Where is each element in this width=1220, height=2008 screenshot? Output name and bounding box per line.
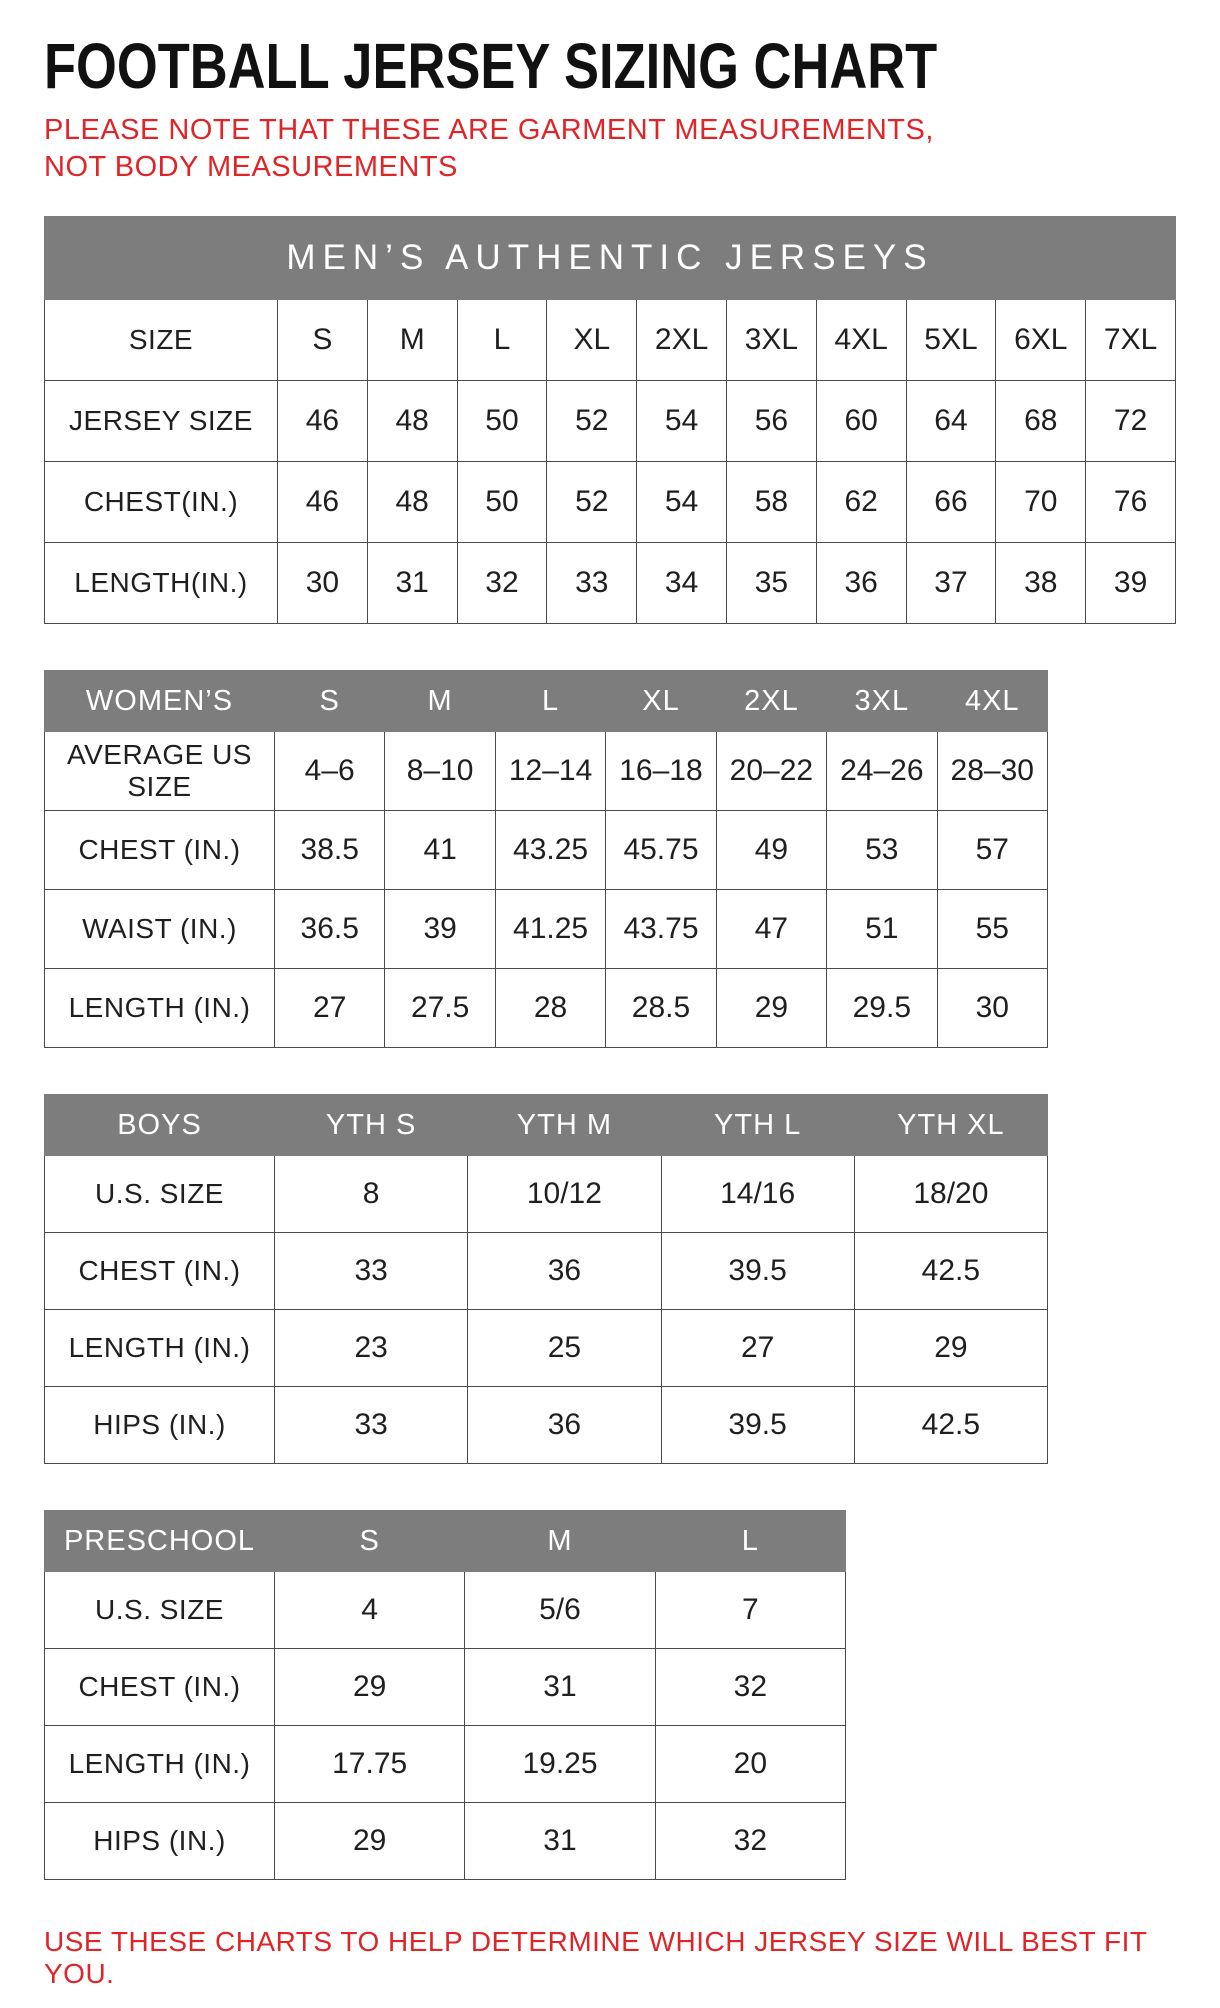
table-cell: 12–14 <box>495 732 605 811</box>
row-label: U.S. SIZE <box>45 1156 275 1233</box>
row-label: HIPS (IN.) <box>45 1803 275 1880</box>
table-header-cell: YTH M <box>468 1095 661 1156</box>
table-cell: 25 <box>468 1310 661 1387</box>
table-cell: 18/20 <box>854 1156 1047 1233</box>
table-cell: 4–6 <box>275 732 385 811</box>
table-cell: 28 <box>495 969 605 1048</box>
preschool-jerseys-table <box>44 1510 846 1880</box>
table-cell: 45.75 <box>606 811 716 890</box>
table-cell: 38 <box>996 543 1086 624</box>
table-cell: 31 <box>367 543 457 624</box>
table-cell: 39.5 <box>661 1387 854 1464</box>
table-header-cell: 3XL <box>827 671 937 732</box>
table-cell: 42.5 <box>854 1233 1047 1310</box>
table-cell: 3XL <box>726 300 816 381</box>
table-cell: 2XL <box>637 300 727 381</box>
table-cell: 50 <box>457 462 547 543</box>
table-cell: 48 <box>367 381 457 462</box>
table-row <box>45 1726 846 1803</box>
table-row <box>45 1649 846 1726</box>
mens-authentic-jerseys-table <box>44 216 1176 624</box>
table-header-cell: S <box>275 671 385 732</box>
table-cell: 51 <box>827 890 937 969</box>
table-header-cell: YTH S <box>275 1095 468 1156</box>
table-cell: 53 <box>827 811 937 890</box>
table-cell: 27.5 <box>385 969 495 1048</box>
table-header-cell: YTH XL <box>854 1095 1047 1156</box>
page-title: FOOTBALL JERSEY SIZING CHART <box>44 30 938 102</box>
row-label: CHEST(IN.) <box>45 462 278 543</box>
table-row <box>45 1387 1048 1464</box>
womens-jerseys-table <box>44 670 1048 1048</box>
table-cell: 31 <box>465 1649 655 1726</box>
table-cell: 4 <box>275 1572 465 1649</box>
table-row <box>45 300 1176 381</box>
row-label: LENGTH (IN.) <box>45 1310 275 1387</box>
table-cell: 66 <box>906 462 996 543</box>
table-row <box>45 1156 1048 1233</box>
table-cell: 55 <box>937 890 1047 969</box>
table-cell: 30 <box>937 969 1047 1048</box>
table-cell: 56 <box>726 381 816 462</box>
table-cell: 27 <box>275 969 385 1048</box>
table-cell: 16–18 <box>606 732 716 811</box>
table-cell: 23 <box>275 1310 468 1387</box>
table-cell: L <box>457 300 547 381</box>
table-cell: 76 <box>1086 462 1176 543</box>
mens-authentic-jerseys-banner: MEN’S AUTHENTIC JERSEYS <box>45 217 1176 300</box>
table-cell: 29 <box>275 1803 465 1880</box>
table-cell: 17.75 <box>275 1726 465 1803</box>
table-header-cell: S <box>275 1511 465 1572</box>
table-header-cell: 2XL <box>716 671 826 732</box>
row-label: SIZE <box>45 300 278 381</box>
table-cell: 36.5 <box>275 890 385 969</box>
table-cell: 29 <box>716 969 826 1048</box>
table-row <box>45 543 1176 624</box>
table-cell: 72 <box>1086 381 1176 462</box>
table-cell: 60 <box>816 381 906 462</box>
table-cell: 29 <box>275 1649 465 1726</box>
table-cell: 64 <box>906 381 996 462</box>
table-cell: 52 <box>547 462 637 543</box>
table-cell: 10/12 <box>468 1156 661 1233</box>
table-cell: 19.25 <box>465 1726 655 1803</box>
table-header-cell: 4XL <box>937 671 1047 732</box>
table-cell: 50 <box>457 381 547 462</box>
garment-measurements-note: PLEASE NOTE THAT THESE ARE GARMENT MEASUREMENTS, NOT BODY MEASUREMENTS <box>44 114 934 184</box>
table-cell: 5XL <box>906 300 996 381</box>
table-header-cell: XL <box>606 671 716 732</box>
table-row <box>45 1803 846 1880</box>
table-row <box>45 811 1048 890</box>
table-cell: 30 <box>278 543 368 624</box>
row-label: LENGTH (IN.) <box>45 969 275 1048</box>
table-cell: 8 <box>275 1156 468 1233</box>
table-header-cell: YTH L <box>661 1095 854 1156</box>
row-label: LENGTH(IN.) <box>45 543 278 624</box>
row-label: AVERAGE US SIZE <box>45 732 275 811</box>
table-row <box>45 1572 846 1649</box>
table-cell: 58 <box>726 462 816 543</box>
table-cell: 7 <box>655 1572 845 1649</box>
table-cell: 48 <box>367 462 457 543</box>
table-cell: 57 <box>937 811 1047 890</box>
row-label: WAIST (IN.) <box>45 890 275 969</box>
table-cell: 52 <box>547 381 637 462</box>
womens-jerseys-header-label: WOMEN’S <box>45 671 275 732</box>
table-cell: 49 <box>716 811 826 890</box>
table-cell: 5/6 <box>465 1572 655 1649</box>
row-label: CHEST (IN.) <box>45 1233 275 1310</box>
row-label: U.S. SIZE <box>45 1572 275 1649</box>
table-row <box>45 969 1048 1048</box>
table-cell: 4XL <box>816 300 906 381</box>
table-cell: 7XL <box>1086 300 1176 381</box>
table-cell: 32 <box>655 1649 845 1726</box>
table-cell: 43.25 <box>495 811 605 890</box>
table-cell: 6XL <box>996 300 1086 381</box>
table-header-cell: M <box>385 671 495 732</box>
table-cell: 54 <box>637 381 727 462</box>
boys-jerseys-table <box>44 1094 1048 1464</box>
table-cell: XL <box>547 300 637 381</box>
table-cell: 20–22 <box>716 732 826 811</box>
table-cell: 33 <box>275 1233 468 1310</box>
row-label: CHEST (IN.) <box>45 1649 275 1726</box>
table-cell: 36 <box>468 1387 661 1464</box>
table-cell: 37 <box>906 543 996 624</box>
table-row <box>45 381 1176 462</box>
table-cell: 62 <box>816 462 906 543</box>
table-cell: 8–10 <box>385 732 495 811</box>
table-header-cell: L <box>495 671 605 732</box>
table-cell: 70 <box>996 462 1086 543</box>
table-cell: 41 <box>385 811 495 890</box>
footer-note: USE THESE CHARTS TO HELP DETERMINE WHICH JERSEY SIZE WILL BEST FIT YOU. <box>44 1926 1147 1990</box>
table-cell: 36 <box>816 543 906 624</box>
table-cell: 68 <box>996 381 1086 462</box>
table-cell: 29.5 <box>827 969 937 1048</box>
table-cell: 47 <box>716 890 826 969</box>
table-cell: 38.5 <box>275 811 385 890</box>
table-cell: 35 <box>726 543 816 624</box>
table-header-cell: L <box>655 1511 845 1572</box>
table-cell: 27 <box>661 1310 854 1387</box>
table-cell: S <box>278 300 368 381</box>
table-cell: 42.5 <box>854 1387 1047 1464</box>
row-label: CHEST (IN.) <box>45 811 275 890</box>
table-cell: 20 <box>655 1726 845 1803</box>
table-cell: 34 <box>637 543 727 624</box>
table-cell: 46 <box>278 462 368 543</box>
boys-jerseys-header-label: BOYS <box>45 1095 275 1156</box>
table-cell: 54 <box>637 462 727 543</box>
preschool-jerseys-header-label: PRESCHOOL <box>45 1511 275 1572</box>
table-row <box>45 462 1176 543</box>
table-cell: 24–26 <box>827 732 937 811</box>
table-cell: 36 <box>468 1233 661 1310</box>
table-cell: 14/16 <box>661 1156 854 1233</box>
table-cell: 46 <box>278 381 368 462</box>
table-cell: 33 <box>275 1387 468 1464</box>
row-label: HIPS (IN.) <box>45 1387 275 1464</box>
row-label: LENGTH (IN.) <box>45 1726 275 1803</box>
table-cell: M <box>367 300 457 381</box>
table-cell: 39 <box>1086 543 1176 624</box>
table-row <box>45 1233 1048 1310</box>
table-cell: 32 <box>457 543 547 624</box>
sizing-tables-container <box>44 216 1176 1880</box>
table-row <box>45 1310 1048 1387</box>
table-cell: 31 <box>465 1803 655 1880</box>
table-row <box>45 732 1048 811</box>
table-cell: 32 <box>655 1803 845 1880</box>
table-cell: 28.5 <box>606 969 716 1048</box>
table-header-cell: M <box>465 1511 655 1572</box>
table-cell: 41.25 <box>495 890 605 969</box>
table-cell: 28–30 <box>937 732 1047 811</box>
table-row <box>45 890 1048 969</box>
table-cell: 43.75 <box>606 890 716 969</box>
table-cell: 39 <box>385 890 495 969</box>
table-cell: 29 <box>854 1310 1047 1387</box>
table-cell: 39.5 <box>661 1233 854 1310</box>
table-cell: 33 <box>547 543 637 624</box>
row-label: JERSEY SIZE <box>45 381 278 462</box>
